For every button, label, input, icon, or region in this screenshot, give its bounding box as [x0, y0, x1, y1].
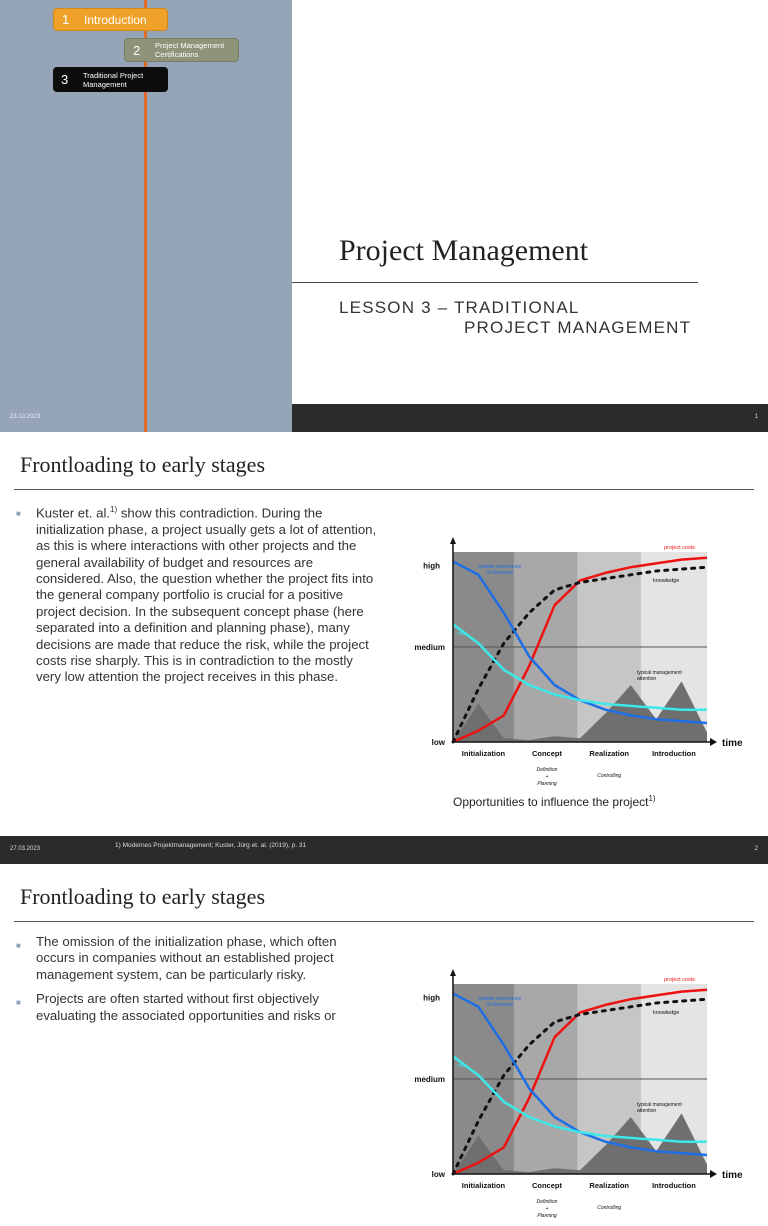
phase-label: Introduction	[652, 749, 696, 758]
content-slide-2	[0, 432, 768, 864]
phase-label: Realization	[589, 1181, 630, 1190]
body-text	[16, 934, 378, 1032]
label-decisions: of decisions	[486, 1002, 514, 1008]
footer-bar	[0, 836, 768, 864]
subtitle-line-1: LESSON 3 – TRADITIONAL	[339, 298, 580, 317]
bullet-square-icon: ■	[16, 998, 21, 1008]
page-title: Project Management	[339, 234, 589, 267]
x-axis-arrow	[710, 738, 717, 746]
agenda-label: Introduction	[84, 12, 147, 27]
label-attention: typical management	[637, 1102, 682, 1108]
page-number: 1	[754, 414, 758, 420]
bullet-square-icon: ■	[16, 509, 21, 518]
phase-label: Concept	[531, 1181, 562, 1190]
chart-caption: Opportunities to influence the project$^{1)}$	[453, 794, 656, 809]
bullet-item	[16, 502, 378, 686]
y-label-high: high	[423, 993, 440, 1003]
phase-label: Initialization	[461, 1181, 506, 1190]
label-decisions: of decisions	[486, 570, 514, 576]
bullet-text: Kuster et. al.$^{1)}$ show this contradiction. During the initialization phase, a project usually gets a lot of attention, as this is where interactions with other projects and the general availability of budget and resources are considered. Also, the question whether the project fits into the general company portfolio is crucial for a positive project decision. In the subsequent concept phase (here separated into a definition and planning phase), many decisions are made that reduce the risk, while the project costs rise sharply. This is in contradiction to the mostly very low attention the project receives in this phase.	[36, 505, 377, 685]
bullet-square-icon: ■	[16, 941, 21, 950]
concept-sub-label: Planning	[537, 1213, 557, 1219]
concept-sub-label: +	[545, 1206, 549, 1212]
label-knowledge: knowledge	[653, 578, 680, 584]
slide-title: Frontloading to early stages	[20, 452, 266, 477]
concept-sub-label: Definition	[536, 767, 558, 773]
page-number: 2	[754, 846, 758, 852]
title-divider	[292, 282, 698, 283]
bullet-item	[16, 991, 378, 1024]
agenda-number: 2	[133, 42, 141, 58]
phase-label: Concept	[531, 749, 562, 758]
x-label-time: time	[722, 1170, 743, 1181]
influence-chart	[400, 532, 750, 794]
label-knowledge: knowledge	[653, 1010, 680, 1016]
phase-label: Realization	[589, 749, 630, 758]
y-label-low: low	[431, 1170, 445, 1179]
label-attention: attention	[637, 676, 657, 682]
agenda-item-certifications[interactable]	[124, 38, 239, 62]
agenda-item-introduction[interactable]	[53, 8, 168, 31]
y-label-low: low	[431, 738, 445, 747]
body-text	[16, 502, 378, 694]
y-axis-arrow	[450, 969, 456, 976]
agenda-number: 3	[61, 72, 69, 87]
title-slide	[0, 0, 768, 432]
phase-label: Initialization	[461, 749, 506, 758]
concept-sub-label: Planning	[537, 781, 557, 787]
phase-label: Introduction	[652, 1181, 696, 1190]
label-project-costs: project costs	[664, 545, 695, 551]
x-label-time: time	[722, 738, 743, 749]
y-axis-arrow	[450, 537, 456, 544]
footer-bar	[292, 404, 768, 432]
footer-date: 23.10.2023	[10, 414, 41, 420]
agenda-label: Project Management Certifications	[155, 41, 225, 59]
footnote: 1) Modernes Projektmanagement; Kuster, Jürg et. al. (2019), p. 31	[115, 842, 307, 849]
footer-date: 27.03.2023	[10, 846, 41, 852]
title-divider	[14, 489, 754, 490]
influence-chart	[400, 964, 750, 1226]
agenda-item-traditional-pm[interactable]	[53, 67, 168, 92]
content-slide-3	[0, 864, 768, 1219]
bullet-item	[16, 934, 378, 983]
realization-sub-label: Controlling	[597, 1205, 622, 1211]
y-label-high: high	[423, 561, 440, 571]
label-attention: typical management	[637, 670, 682, 676]
label-risk: risk	[457, 631, 465, 637]
agenda-label: Traditional Project Management	[83, 70, 144, 89]
slide-title: Frontloading to early stages	[20, 884, 266, 909]
title-divider	[14, 921, 754, 922]
subtitle-line-2: PROJECT MANAGEMENT	[464, 318, 692, 337]
concept-sub-label: Definition	[536, 1199, 558, 1205]
label-risk: risk	[457, 1063, 465, 1069]
agenda-number: 1	[62, 12, 70, 27]
y-label-medium: medium	[414, 1075, 445, 1084]
x-axis-arrow	[710, 1170, 717, 1178]
y-label-medium: medium	[414, 643, 445, 652]
label-decisions: relative importance	[478, 996, 522, 1002]
label-project-costs: project costs	[664, 977, 695, 983]
label-attention: attention	[637, 1108, 657, 1114]
timeline-line	[144, 0, 147, 432]
bullet-text: The omission of the initialization phase, which often occurs in companies without an established project management system, can be particularly risky.	[36, 934, 337, 982]
concept-sub-label: +	[545, 774, 549, 780]
bullet-text: Projects are often started without first objectively evaluating the associated opportunities and risks or	[36, 991, 336, 1023]
realization-sub-label: Controlling	[597, 773, 622, 779]
label-decisions: relative importance	[478, 564, 522, 570]
